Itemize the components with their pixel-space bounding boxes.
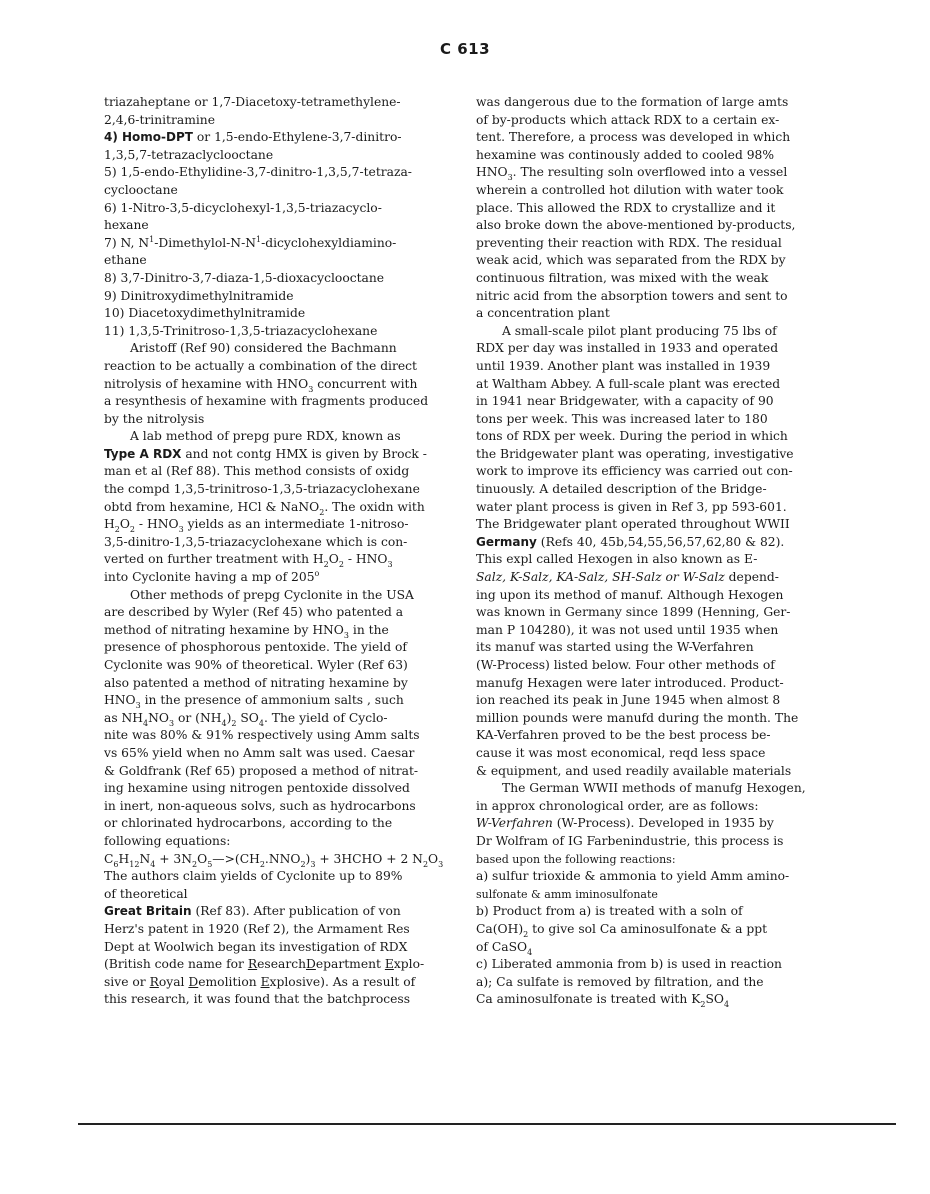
text-line: a concentration plant bbox=[476, 306, 610, 321]
text-line: of by-products which attack RDX to a certain ex- bbox=[476, 112, 780, 127]
text-line: place. This allowed the RDX to crystallize and it bbox=[476, 200, 776, 215]
text-line: million pounds were manufd during the month. The bbox=[476, 710, 799, 725]
text-line: presence of phosphorous pentoxide. The yield of bbox=[104, 640, 407, 655]
text-line: $Ca(OH)_2$ to give sol Ca aminosulfonate & a ppt bbox=[476, 921, 768, 939]
text-line: cyclooctane bbox=[104, 182, 178, 197]
text-line: W-Verfahren (W-Process). Developed in 1935 by bbox=[476, 816, 774, 831]
text-line: sulfonate & amm iminosulfonate bbox=[476, 887, 658, 901]
text-line: ing hexamine using nitrogen pentoxide dissolved bbox=[104, 781, 410, 796]
text-line: or chlorinated hydrocarbons, according to the bbox=[104, 816, 393, 831]
text-line: in approx chronological order, are as follows: bbox=[476, 798, 759, 813]
text-line: 2,4,6-trinitramine bbox=[104, 112, 215, 127]
text-line: This expl called Hexogen in also known as E- bbox=[476, 552, 758, 567]
text-line: triazaheptane or 1,7-Diacetoxy-tetramethylene- bbox=[104, 95, 401, 109]
text-line: method of nitrating hexamine by $HNO_3$ in the bbox=[104, 622, 389, 640]
text-line: vs 65% yield when no Amm salt was used. Caesar bbox=[104, 745, 415, 760]
text-line: of CaSO$_4$ bbox=[476, 939, 533, 957]
text-line: $HNO_3$. The resulting soln overflowed into a vessel bbox=[476, 165, 788, 183]
bottom-rule bbox=[78, 1123, 896, 1125]
text-line: Type A RDX and not contg HMX is given by Brock - bbox=[104, 446, 427, 461]
text-line: Herz's patent in 1920 (Ref 2), the Armament Res bbox=[104, 921, 410, 936]
text-line: hexamine was continously added to cooled 98% bbox=[476, 147, 775, 162]
text-line: was dangerous due to the formation of large amts bbox=[476, 95, 789, 109]
text-line: as $NH_4NO_3$ or $(NH_4)_2$ $SO_4$. The yield of Cyclo- bbox=[104, 710, 388, 728]
text-line: 1,3,5,7-tetrazaclyclooctane bbox=[104, 147, 274, 162]
text-line: b) Product from a) is treated with a soln of bbox=[476, 904, 743, 919]
text-line: tons per week. This was increased later to 180 bbox=[476, 411, 768, 426]
text-line: based upon the following reactions: bbox=[476, 852, 676, 866]
text-line: Ca aminosulfonate is treated with $K_2SO_4$ bbox=[476, 992, 730, 1010]
text-line: 6) 1-Nitro-3,5-dicyclohexyl-1,3,5-triazacyclo- bbox=[104, 200, 382, 215]
text-line: 10) Diacetoxydimethylnitramide bbox=[104, 306, 306, 321]
text-line: ing upon its method of manuf. Although Hexogen bbox=[476, 587, 784, 602]
text-line: cause it was most economical, reqd less space bbox=[476, 745, 766, 760]
text-line: following equations: bbox=[104, 833, 231, 848]
text-line: manufg Hexagen were later introduced. Product- bbox=[476, 675, 784, 690]
text-line: Dept at Woolwich began its investigation of RDX bbox=[104, 939, 408, 954]
text-line: work to improve its efficiency was carried out con- bbox=[476, 464, 793, 479]
text-line: by the nitrolysis bbox=[104, 411, 205, 426]
text-line: a resynthesis of hexamine with fragments produced bbox=[104, 394, 429, 409]
text-line: until 1939. Another plant was installed in 1939 bbox=[476, 358, 771, 373]
section-heading-great-britain: Great Britain bbox=[104, 904, 192, 919]
text-line: the Bridgewater plant was operating, investigative bbox=[476, 446, 794, 461]
text-line: & Goldfrank (Ref 65) proposed a method of nitrat- bbox=[104, 763, 419, 778]
chemical-equation: $C_6H_{12}N_4$ + $3N_2O_5—>(CH_2.NNO_2)_3$ + 3HCHO + 2 $N_2O_3$ bbox=[104, 851, 444, 869]
text-line: the compd 1,3,5-trinitroso-1,3,5-triazacyclohexane bbox=[104, 482, 420, 497]
text-line: preventing their reaction with RDX. The residual bbox=[476, 235, 782, 250]
text-line: reaction to be actually a combination of the direct bbox=[104, 358, 417, 373]
text-line: nitric acid from the absorption towers and sent to bbox=[476, 288, 788, 303]
text-line: tinuously. A detailed description of the Bridge- bbox=[476, 482, 767, 497]
text-line: 4) Homo-DPT or 1,5-endo-Ethylene-3,7-dinitro- bbox=[104, 130, 402, 145]
text-line: verted on further treatment with $H_2O_2 - HNO_3$ bbox=[104, 552, 393, 570]
text-line: tons of RDX per week. During the period in which bbox=[476, 429, 788, 444]
text-line: $H_2O_2 - HNO_3$ yields as an intermediate 1-nitroso- bbox=[104, 517, 409, 535]
text-line: c) Liberated ammonia from b) is used in reaction bbox=[476, 957, 782, 972]
section-heading-germany: Germany bbox=[476, 534, 537, 549]
left-column bbox=[104, 94, 456, 1009]
text-line: RDX per day was installed in 1933 and operated bbox=[476, 341, 779, 356]
text-line: Great Britain (Ref 83). After publication of von bbox=[104, 904, 401, 919]
text-line: this research, it was found that the batchprocess bbox=[104, 992, 411, 1007]
section-heading-type-a-rdx: Type A RDX bbox=[104, 446, 182, 461]
text-line: man P 104280), it was not used until 1935 when bbox=[476, 622, 779, 637]
text-line: The German WWII methods of manufg Hexogen, bbox=[502, 781, 806, 796]
text-line: tent. Therefore, a process was developed in which bbox=[476, 130, 791, 145]
text-line: obtd from hexamine, HCl & NaNO$_2$. The oxidn with bbox=[104, 499, 425, 517]
text-line: of theoretical bbox=[104, 886, 188, 901]
text-line: (W-Process) listed below. Four other methods of bbox=[476, 658, 775, 672]
text-line: man et al (Ref 88). This method consists of oxidg bbox=[104, 464, 410, 479]
text-line: in 1941 near Bridgewater, with a capacity of 90 bbox=[476, 394, 774, 409]
text-line: was known in Germany since 1899 (Henning, Ger- bbox=[476, 605, 791, 620]
text-line: also broke down the above-mentioned by-products, bbox=[476, 218, 796, 233]
text-line: 3,5-dinitro-1,3,5-triazacyclohexane which is con- bbox=[104, 534, 408, 549]
text-line: in inert, non-aqueous solvs, such as hydrocarbons bbox=[104, 798, 416, 813]
right-column bbox=[476, 94, 816, 1009]
text-line: its manuf was started using the W-Verfahren bbox=[476, 640, 754, 655]
text-line: & equipment, and used readily available materials bbox=[476, 763, 792, 778]
section-heading-homo-dpt: 4) Homo-DPT bbox=[104, 130, 193, 145]
text-line: weak acid, which was separated from the RDX by bbox=[476, 253, 786, 268]
text-line: (British code name for ResearchDepartment Explo- bbox=[104, 957, 425, 972]
text-line: $HNO_3$ in the presence of ammonium salts , such bbox=[104, 693, 404, 711]
text-line: water plant process is given in Ref 3, pp 593-601. bbox=[476, 499, 787, 514]
text-line: 5) 1,5-endo-Ethylidine-3,7-dinitro-1,3,5,7-tetraza- bbox=[104, 165, 412, 180]
text-line: 11) 1,3,5-Trinitroso-1,3,5-triazacyclohexane bbox=[104, 323, 378, 338]
text-line: A lab method of prepg pure RDX, known as bbox=[130, 429, 401, 444]
text-line: wherein a controlled hot dilution with water took bbox=[476, 182, 784, 197]
text-line: Aristoff (Ref 90) considered the Bachmann bbox=[130, 341, 397, 356]
text-line: The authors claim yields of Cyclonite up to 89% bbox=[104, 869, 403, 884]
text-line: a); Ca sulfate is removed by filtration, and the bbox=[476, 974, 764, 989]
text-line: The Bridgewater plant operated throughout WWII bbox=[476, 517, 790, 532]
text-line: KA-Verfahren proved to be the best process be- bbox=[476, 728, 771, 743]
text-line: nitrolysis of hexamine with $HNO_3$ concurrent with bbox=[104, 376, 418, 394]
text-line: at Waltham Abbey. A full-scale plant was erected bbox=[476, 376, 781, 391]
text-line: 7) N, $N^1-Dimethylol-N-N^1-dicyclohexyldiamino-$ bbox=[104, 234, 397, 250]
text-line: also patented a method of nitrating hexamine by bbox=[104, 675, 408, 690]
text-line: sive or Royal Demolition Explosive). As a result of bbox=[104, 974, 416, 989]
text-line: a) sulfur trioxide & ammonia to yield Amm amino- bbox=[476, 869, 790, 884]
text-line: Germany (Refs 40, 45b,54,55,56,57,62,80 & 82). bbox=[476, 534, 785, 549]
text-line: Cyclonite was 90% of theoretical. Wyler (Ref 63) bbox=[104, 658, 408, 672]
text-line: Other methods of prepg Cyclonite in the USA bbox=[130, 587, 414, 602]
text-line: hexane bbox=[104, 218, 149, 233]
text-line: 8) 3,7-Dinitro-3,7-diaza-1,5-dioxacyclooctane bbox=[104, 270, 385, 285]
text-line: A small-scale pilot plant producing 75 lbs of bbox=[502, 323, 777, 338]
text-line: ethane bbox=[104, 253, 147, 268]
text-line: nite was 80% & 91% respectively using Amm salts bbox=[104, 728, 420, 743]
text-line: Salz, K-Salz, KA-Salz, SH-Salz or W-Salz depend- bbox=[476, 570, 779, 585]
text-line: ion reached its peak in June 1945 when almost 8 bbox=[476, 693, 781, 708]
text-line: continuous filtration, was mixed with the weak bbox=[476, 270, 769, 285]
text-line: 9) Dinitroxydimethylnitramide bbox=[104, 288, 294, 303]
text-line: Dr Wolfram of IG Farbenindustrie, this process is bbox=[476, 833, 784, 848]
text-line: into Cyclonite having a mp of 205$^o$ bbox=[104, 569, 320, 585]
page-number: C 613 bbox=[439, 40, 491, 58]
text-line: are described by Wyler (Ref 45) who patented a bbox=[104, 605, 404, 620]
